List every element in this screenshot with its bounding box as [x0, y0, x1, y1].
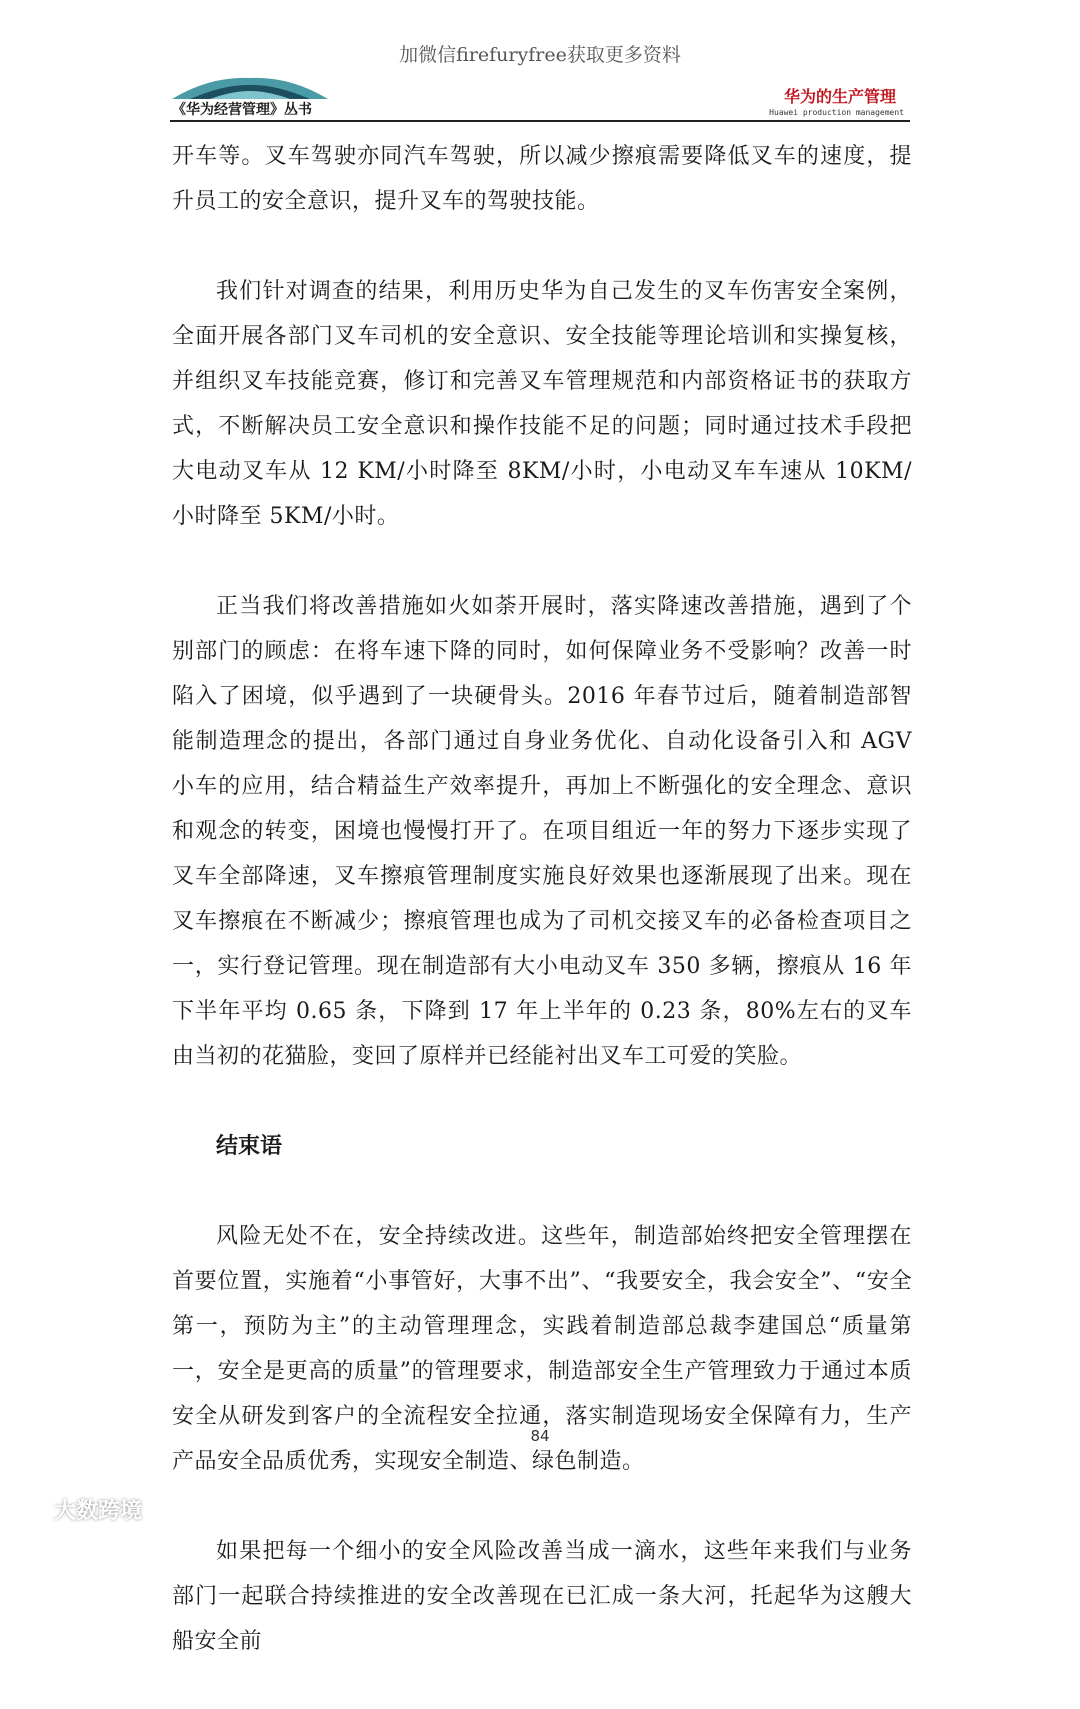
- closing-paragraph: 风险无处不在，安全持续改进。这些年，制造部始终把安全管理摆在首要位置，实施着“小事管好，大事不出”、“我要安全，我会安全”、“安全第一，预防为主”的主动管理理念，实践着制造部总裁李建国总“质量第一，安全是更高的质量”的管理要求，制造部安全生产管理致力于通过本质安全从研发到客户的全流程安全拉通，落实制造现场安全保障有力，生产产品安全品质优秀，实现安全制造、绿色制造。: [172, 1224, 912, 1474]
- brand-watermark: [8, 1491, 142, 1527]
- section-heading: 结束语: [216, 1134, 283, 1159]
- brand-logo-icon: [8, 1495, 48, 1523]
- book-title: 华为的生产管理: [783, 87, 896, 106]
- book-subtitle: Huawei production management: [769, 108, 904, 117]
- body-paragraph: 我们针对调查的结果，利用历史华为自己发生的叉车伤害安全案例，全面开展各部门叉车司机的安全意识、安全技能等理论培训和实操复核，并组织叉车技能竞赛，修订和完善叉车管理规范和内部资格证书的获取方式，不断解决员工安全意识和操作技能不足的问题；同时通过技术手段把大电动叉车从 12 KM/小时降至 8KM/小时，小电动叉车车速从 10KM/小时降至 5KM/小时。: [172, 279, 912, 529]
- body-paragraph: 开车等。叉车驾驶亦同汽车驾驶，所以减少擦痕需要降低叉车的速度，提升员工的安全意识，提升叉车的驾驶技能。: [172, 144, 912, 214]
- page-body: [172, 134, 912, 1709]
- closing-paragraph: 如果把每一个细小的安全风险改善当成一滴水，这些年来我们与业务部门一起联合持续推进的安全改善现在已汇成一条大河，托起华为这艘大船安全前: [172, 1539, 912, 1654]
- body-paragraph: 正当我们将改善措施如火如荼开展时，落实降速改善措施，遇到了个别部门的顾虑：在将车速下降的同时，如何保障业务不受影响？改善一时陷入了困境，似乎遇到了一块硬骨头。2016 年春节过后，随着制造部智能制造理念的提出，各部门通过自身业务优化、自动化设备引入和 AGV 小车的应用，结合精益生产效率提升，再加上不断强化的安全理念、意识和观念的转变，困境也慢慢打开了。在项目组近一年的努力下逐步实现了叉车全部降速，叉车擦痕管理制度实施良好效果也逐渐展现了出来。现在叉车擦痕在不断减少；擦痕管理也成为了司机交接叉车的必备检查项目之一，实行登记管理。现在制造部有大小电动叉车 350 多辆，擦痕从 16 年下半年平均 0.65 条，下降到 17 年上半年的 0.23 条，80%左右的叉车由当初的花猫脸，变回了原样并已经能衬出叉车工可爱的笑脸。: [172, 594, 912, 1069]
- brand-watermark-text: 大数跨境: [54, 1498, 143, 1524]
- book-series-title: 《华为经营管理》丛书: [172, 102, 312, 118]
- top-watermark-text: 加微信firefuryfree获取更多资料: [399, 44, 681, 66]
- header-divider: [170, 120, 910, 122]
- page-number: 84: [530, 1427, 550, 1445]
- book-series-logo-icon: [170, 72, 330, 102]
- page-header: [170, 72, 910, 122]
